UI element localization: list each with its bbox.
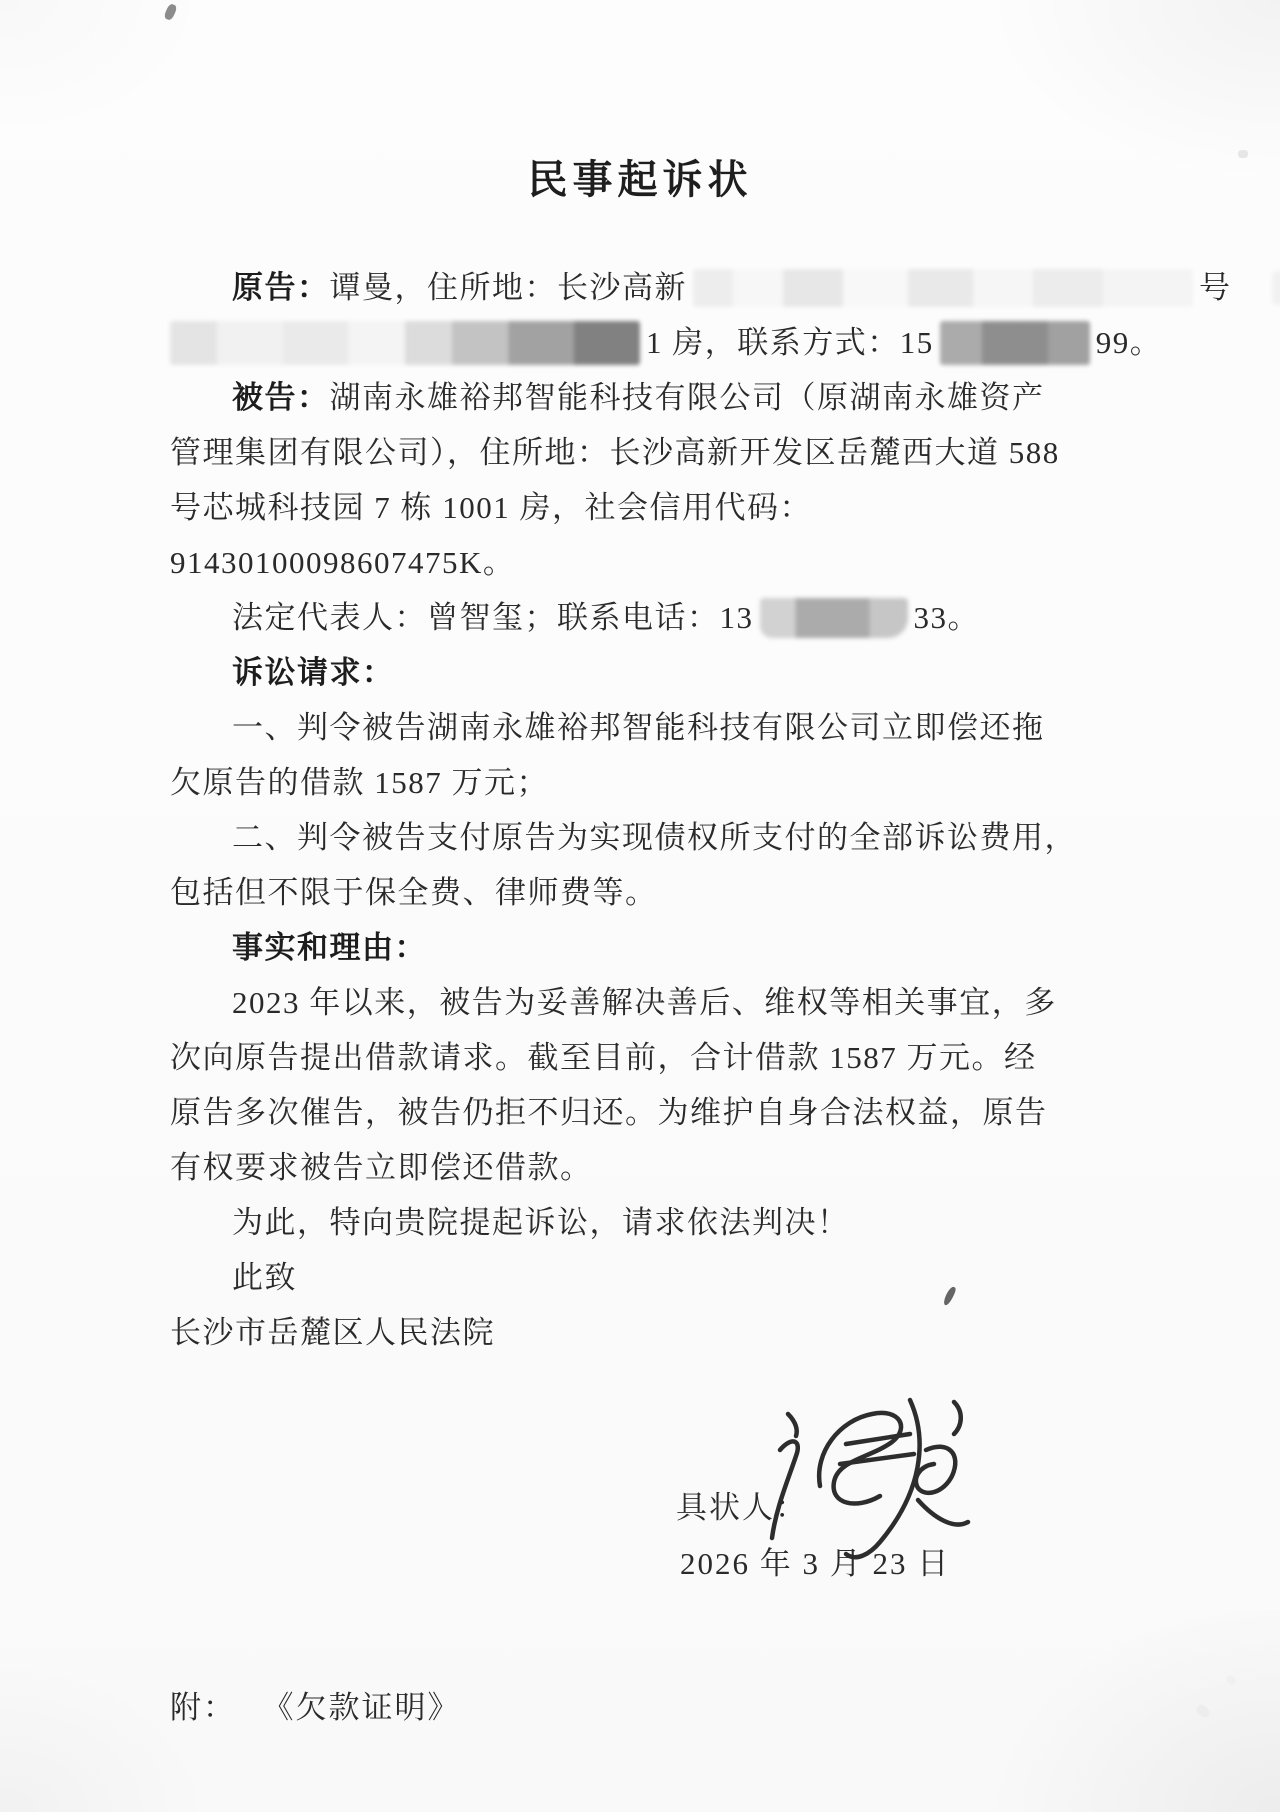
document-date: 2026 年 3 月 23 日 [680,1546,951,1581]
scan-mark [1225,1674,1238,1687]
claim-1-line-1 [170,700,1045,755]
plaintiff-line-2 [170,315,1163,370]
claim-2-text2: 包括但不限于保全费、律师费等。 [170,875,658,910]
court-name: 长沙市岳麓区人民法院 [170,1315,495,1350]
plaintiff-label: 原告： [232,270,330,305]
claims-heading-text: 诉讼请求： [232,655,395,690]
plaintiff-line-1 [170,260,1232,315]
redaction-blur-address2 [170,321,640,365]
defendant-line-1 [170,370,1045,425]
claim-2-line-1 [170,810,1077,865]
claim-1-line-2 [170,755,1030,810]
facts-heading-text: 事实和理由： [232,930,427,965]
scan-mark [1238,150,1248,158]
salutation-text: 此致 [232,1260,297,1295]
legal-rep-line [170,590,1030,645]
plaintiff-text-suffix: 号 [1199,270,1232,305]
claim-1-amount: 欠原告的借款 1587 万元； [170,765,549,800]
defendant-line-3 [170,480,1030,535]
defendant-line-2 [170,425,1060,480]
defendant-text: 湖南永雄裕邦智能科技有限公司（原湖南永雄资产 [329,380,1045,415]
defendant-address2: 号芯城科技园 7 栋 1001 房，社会信用代码： [170,490,812,525]
plaintiff-phone-suffix: 99。 [1095,325,1163,360]
claim-2-line-2 [170,865,1030,920]
facts-text-2: 次向原告提出借款请求。截至目前，合计借款 1587 万元。经 [170,1040,1037,1075]
redaction-blur-phone [940,321,1090,365]
petition-text: 为此，特向贵院提起诉讼，请求依法判决！ [232,1205,850,1240]
salutation-line [170,1250,1030,1305]
facts-text-3: 原告多次催告，被告仍拒不归还。为维护自身合法权益，原告 [170,1095,1048,1130]
scan-mark [163,3,178,21]
claims-heading [170,645,1030,700]
court-name-line [170,1305,1030,1360]
claim-2-text: 二、判令被告支付原告为实现债权所支付的全部诉讼费用， [232,820,1077,855]
facts-line-3 [170,1085,1048,1140]
petition-line [170,1195,1030,1250]
facts-line-4 [170,1140,1030,1195]
attachment-title: 《欠款证明》 [278,1690,461,1725]
document-title: 民事起诉状 [527,157,753,202]
redaction-blur-address [693,269,1193,307]
redaction-blur-faint [1272,271,1280,305]
document-body [170,260,1232,1360]
credit-code-line [170,535,1030,590]
facts-text-1: 2023 年以来，被告为妥善解决善后、维权等相关事宜，多 [232,985,1057,1020]
legal-rep-phone-suffix: 33。 [913,600,980,635]
scan-mark [1194,1703,1211,1720]
plaintiff-text: 谭曼，住所地：长沙高新 [329,270,687,305]
facts-text-4: 有权要求被告立即偿还借款。 [170,1150,593,1185]
facts-heading [170,920,1030,975]
attachment-label: 附： [170,1690,236,1725]
legal-rep-text: 法定代表人：曾智玺；联系电话：13 [232,600,754,635]
credit-code: 91430100098607475K。 [170,545,516,580]
facts-line-2 [170,1030,1037,1085]
plaintiff-contact-text: 1 房，联系方式：15 [646,325,934,360]
defendant-address: 管理集团有限公司），住所地：长沙高新开发区岳麓西大道 588 [170,435,1060,470]
facts-line-1 [170,975,1057,1030]
claim-1-text: 一、判令被告湖南永雄裕邦智能科技有限公司立即偿还拖 [232,710,1045,745]
defendant-label: 被告： [232,380,330,415]
attachment-line [170,1682,461,1727]
redaction-blur-phone2 [760,598,908,638]
signer-label: 具状人： [676,1490,808,1525]
